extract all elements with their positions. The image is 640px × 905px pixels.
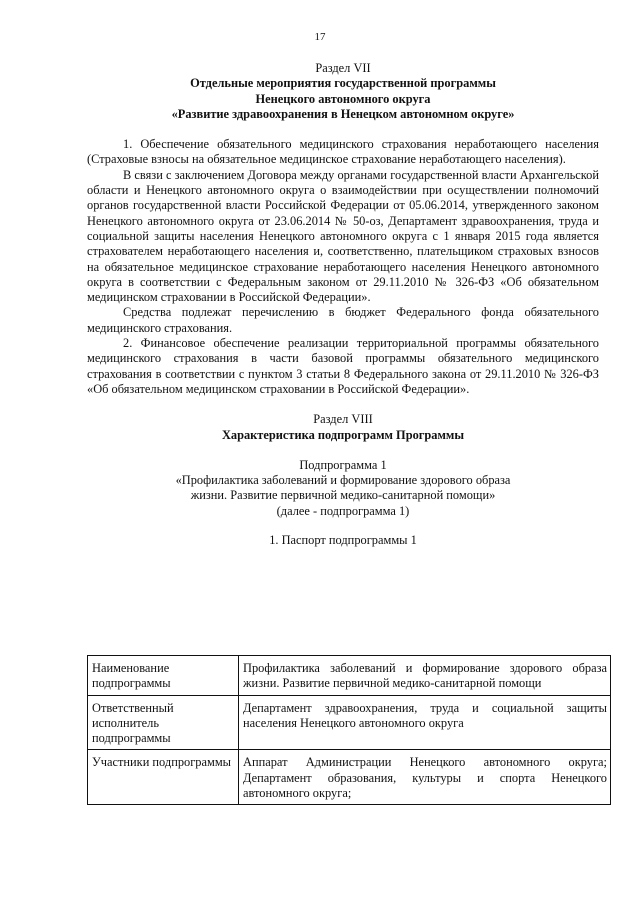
document-body [87, 61, 599, 548]
table-row [88, 695, 611, 750]
subprogram1-title-line-1: «Профилактика заболеваний и формирование здорового образа [175, 473, 511, 488]
table-row [88, 656, 611, 696]
section7-heading: Раздел VII [315, 61, 371, 75]
passport-table [87, 655, 611, 805]
section7-title-line-1: Отдельные мероприятия государственной программы [190, 76, 496, 91]
subprogram1-title-line-2: жизни. Развитие первичной медико-санитарной помощи» [190, 488, 496, 503]
section7-title-line-3: «Развитие здравоохранения в Ненецком автономном округе» [171, 106, 515, 121]
table-cell-key: Наименование подпрограммы [88, 656, 239, 696]
paragraph-2: В связи с заключением Договора между органами государственной власти Архангельской области и Ненецкого автономного округа о взаимодействии при осуществлении полномочий органов государственной власти Российской Федерации от 05.06.2014, утвержденного законом Ненецкого автономного округа от 23.06.2014 № 50-оз, Департамент здравоохранения, труда и социальной защиты населения Ненецкого автономного округа с 1 января 2015 года является страхователем неработающего населения и, соответственно, плательщиком страховых взносов на обязательное медицинское страхование неработающего населения Ненецкого автономного округа в соответствии с Федеральным законом от 29.11.2010 № 326-ФЗ «Об обязательном медицинском страховании в Российской Федерации». [87, 167, 599, 305]
table-cell-value: Профилактика заболеваний и формирование здорового образа жизни. Развитие первичной медико-санитарной помощи [239, 656, 611, 696]
table-cell-value: Департамент здравоохранения, труда и социальной защиты населения Ненецкого автономного округа [239, 695, 611, 750]
table-cell-key: Ответственный исполнитель подпрограммы [88, 695, 239, 750]
section8-heading: Раздел VIII [313, 412, 373, 427]
table-cell-key: Участники подпрограммы [88, 750, 239, 805]
passport-heading: 1. Паспорт подпрограммы 1 [269, 533, 417, 548]
table-row [88, 750, 611, 805]
paragraph-4: 2. Финансовое обеспечение реализации территориальной программы обязательного медицинского страхования в части базовой программы обязательного медицинского страхования в соответствии с пунктом 3 статьи 8 Федерального закона от 29.11.2010 № 326-ФЗ «Об обязательном медицинском страховании в Российской Федерации». [87, 336, 599, 396]
paragraph-1: 1. Обеспечение обязательного медицинского страхования неработающего населения (Страховые взносы на обязательное медицинское страхование неработающего населения). [87, 137, 599, 167]
subprogram1-title-line-3: (далее - подпрограмма 1) [276, 503, 410, 518]
section8-title: Характеристика подпрограмм Программы [221, 427, 465, 442]
subprogram1-heading: Подпрограмма 1 [299, 457, 387, 472]
table-cell-value: Аппарат Администрации Ненецкого автономного округа; Департамент образования, культуры и спорта Ненецкого автономного округа; [239, 750, 611, 805]
paragraph-3: Средства подлежат перечислению в бюджет Федерального фонда обязательного медицинского страхования. [87, 305, 599, 335]
page-number: 17 [314, 31, 326, 43]
section7-title-line-2: Ненецкого автономного округа [255, 91, 431, 106]
